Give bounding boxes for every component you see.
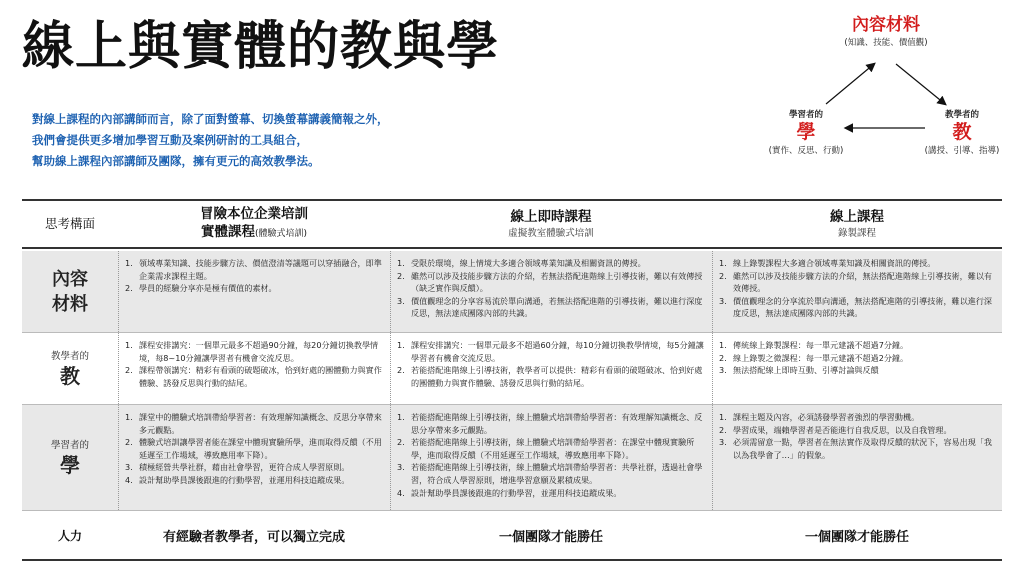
list-item <box>125 339 382 364</box>
page-title: 線上與實體的教與學 <box>22 17 500 77</box>
list-item <box>719 411 994 424</box>
row-manpower <box>22 511 1002 561</box>
bullet-list <box>713 251 1002 320</box>
bullet-list <box>119 251 390 295</box>
list-item-number: 1. <box>125 258 133 268</box>
row-label-learner: 學習者的 學 <box>22 405 118 510</box>
list-item <box>719 424 994 437</box>
list-item-text: 學員的經驗分享亦是極有價值的素材。 <box>139 283 277 294</box>
list-item-text: 價值觀理念的分享流於單向溝通，無法搭配進階的引導技術，難以進行深度反思，無法達成團隊內部的共識。 <box>733 295 993 319</box>
header-col-online <box>712 201 1002 247</box>
header-online-sub: 錄製課程 <box>837 227 876 239</box>
list-item-number: 4. <box>125 474 133 485</box>
triangle-left-big: 學 <box>796 121 816 143</box>
cell-teacher-physical <box>118 333 390 404</box>
list-item-number: 3. <box>125 462 133 473</box>
table-header <box>22 199 1002 249</box>
list-item-number: 2. <box>397 365 405 376</box>
list-item <box>125 436 382 461</box>
list-item-number: 3. <box>719 437 727 448</box>
list-item-text: 線上錄製課程大多適合領域專業知識及相關資訊的傳授。 <box>733 258 936 268</box>
list-item-number: 1. <box>397 340 405 350</box>
row-label-content: 內容 材料 <box>22 251 118 332</box>
bullet-list <box>119 405 390 487</box>
cell-content-physical <box>118 251 390 332</box>
list-item-number: 1. <box>125 412 133 422</box>
arrow-top-to-right <box>896 64 945 104</box>
cell-learner-online <box>712 405 1002 510</box>
list-item <box>719 436 994 461</box>
header-physical-sub: 實體課程(體驗式培訓) <box>200 224 308 240</box>
list-item <box>397 436 704 461</box>
list-item-text: 設計幫助學員課後跟進的行動學習，並運用科技追蹤成果。 <box>139 474 350 485</box>
row-learner <box>22 405 1002 511</box>
list-item-number: 1. <box>397 258 405 268</box>
list-item-number: 3. <box>719 295 727 306</box>
bullet-list <box>713 333 1002 377</box>
list-item-text: 雖然可以涉及技能步驟方法的介紹，無法搭配進階線上引導技術，難以有效傳授。 <box>733 270 993 294</box>
list-item-number: 2. <box>125 365 133 376</box>
cell-manpower-online: 一個團隊才能勝任 <box>804 529 909 545</box>
list-item <box>719 295 994 320</box>
list-item-number: 2. <box>719 352 727 363</box>
cell-content-live <box>390 251 712 332</box>
list-item <box>397 364 704 389</box>
bullet-list <box>391 333 712 389</box>
header-aspect: 思考構面 <box>44 216 95 231</box>
triangle-left-sub: (實作、反思、行動) <box>768 146 844 156</box>
row-teacher <box>22 333 1002 405</box>
list-item-number: 3. <box>397 295 405 306</box>
triangle-right-big: 教 <box>952 121 972 143</box>
list-item <box>125 461 382 474</box>
triangle-right-sub: (講授、引導、指導) <box>924 146 1000 156</box>
list-item-text: 若能搭配進階線上引導技術，教學者可以提供：精彩有看頭的破題破冰、恰到好處的團體動力與實作體驗、誘發反思與行動的結尾。 <box>411 365 703 388</box>
bullet-list <box>119 333 390 389</box>
list-item-number: 1. <box>719 412 727 422</box>
list-item-text: 若能搭配進階線上引導技術，線上體驗式培訓帶給學習者：共學社群，透過社會學習，符合成人學習原則，增進學習意願及累積成果。 <box>411 462 703 485</box>
list-item-text: 線上錄製之微課程：每一單元建議不超過2分鐘。 <box>733 352 909 363</box>
list-item <box>125 411 382 436</box>
list-item-text: 若能搭配進階線上引導技術，線上體驗式培訓帶給學習者：有效理解知識概念、反思分享帶來多元觀點。 <box>411 412 703 435</box>
cell-manpower-live: 一個團隊才能勝任 <box>498 529 603 545</box>
list-item-text: 傳統線上錄製課程：每一單元建議不超過7分鐘。 <box>733 340 909 350</box>
list-item <box>719 339 994 352</box>
header-live-title: 線上即時課程 <box>510 208 592 225</box>
list-item-number: 3. <box>719 365 727 376</box>
list-item-number: 4. <box>397 487 405 498</box>
triangle-right-node <box>912 108 1012 156</box>
list-item <box>125 474 382 487</box>
list-item-number: 2. <box>719 424 727 435</box>
list-item-text: 價值觀理念的分享容易流於單向溝通，若無法搭配進階的引導技術，難以進行深度反思，無法達成團隊內部的共識。 <box>411 295 703 319</box>
bullet-list <box>391 251 712 320</box>
cell-teacher-live <box>390 333 712 404</box>
list-item <box>397 487 704 500</box>
header-col-live-online <box>390 201 712 247</box>
row-label-teacher: 教學者的 教 <box>50 350 89 388</box>
list-item-text: 無法搭配線上即時互動、引導討論與反饋 <box>733 365 879 376</box>
list-item-text: 雖然可以涉及技能步驟方法的介紹，若無法搭配進階線上引導技術，難以有效傳授（缺乏實作與反饋）。 <box>411 270 703 294</box>
list-item <box>719 270 994 295</box>
list-item <box>125 364 382 389</box>
cell-content-online <box>712 251 1002 332</box>
list-item-number: 2. <box>719 270 727 281</box>
arrow-left-to-top <box>826 64 874 104</box>
list-item-text: 體驗式培訓讓學習者能在課堂中體現實驗所學，進而取得反饋（不用延遲至工作場域，導致應用率下降）。 <box>139 437 382 460</box>
cell-teacher-online <box>712 333 1002 404</box>
list-item <box>125 282 382 295</box>
triangle-right-small: 教學者的 <box>944 110 979 120</box>
list-item-text: 課程安排講究：一個單元最多不超過60分鐘，每10分鐘切換教學情境，每5分鐘讓學習者有機會交流反思。 <box>411 340 704 363</box>
intro-line: 對線上課程的內部講師而言，除了面對螢幕、切換螢幕講義簡報之外， <box>32 112 389 126</box>
list-item-text: 領域專業知識、技能步驟方法、價值澄清等議題可以穿插融合，即準企業需求課程主題。 <box>139 258 382 281</box>
triangle-left-small: 學習者的 <box>788 110 823 120</box>
list-item-number: 2. <box>125 437 133 448</box>
list-item-text: 必須需留意一點，學習者在無法實作及取得反饋的狀況下，容易出現「我以為我學會了…」的假象。 <box>733 437 993 460</box>
row-label-manpower: 人力 <box>57 528 82 543</box>
comparison-table <box>22 199 1002 567</box>
list-item-number: 2. <box>125 283 133 294</box>
list-item <box>397 339 704 364</box>
list-item-text: 積極經營共學社群，藉由社會學習，更符合成人學習原則。 <box>139 462 350 473</box>
list-item <box>397 411 704 436</box>
intro-line: 幫助線上課程內部講師及團隊，擁有更元的高效教學法。 <box>32 154 320 168</box>
cell-manpower-physical: 有經驗者教學者，可以獨立完成 <box>162 529 345 545</box>
bullet-list <box>713 405 1002 461</box>
list-item-text: 課程主題及內容，必須誘發學習者強烈的學習動機。 <box>733 412 920 422</box>
list-item-number: 1. <box>719 258 727 268</box>
header-live-sub: 虛擬教室體驗式培訓 <box>508 227 594 239</box>
list-item-text: 課程安排講究：一個單元最多不超過90分鐘，每20分鐘切換教學情境，每8~10分鐘讓學習者有機會交流反思。 <box>139 340 379 363</box>
list-item-number: 3. <box>397 462 405 473</box>
list-item-number: 1. <box>125 340 133 350</box>
triangle-top-sub: (知識、技能、價值觀) <box>844 38 928 48</box>
list-item-text: 學習成果，端賴學習者是否能進行自我反思，以及自我管理。 <box>733 424 952 435</box>
header-physical-title: 冒險本位企業培訓 <box>200 206 308 222</box>
intro-line: 我們會提供更多增加學習互動及案例研討的工具組合， <box>32 133 308 147</box>
list-item-number: 2. <box>397 270 405 281</box>
list-item <box>397 461 704 486</box>
cell-learner-live <box>390 405 712 510</box>
list-item-number: 1. <box>397 412 405 422</box>
list-item <box>719 352 994 365</box>
header-online-title: 線上課程 <box>830 208 884 225</box>
bullet-list <box>391 405 712 499</box>
row-content-material <box>22 251 1002 333</box>
triangle-left-node <box>756 108 856 156</box>
cell-learner-physical <box>118 405 390 510</box>
list-item <box>397 295 704 320</box>
list-item <box>125 257 382 282</box>
list-item <box>719 364 994 377</box>
list-item-number: 1. <box>719 340 727 350</box>
triangle-top-node <box>826 14 946 48</box>
list-item-text: 課程帶領講究：精彩有看頭的破題破冰，恰到好處的團體動力與實作體驗、誘發反思與行動的結尾。 <box>139 365 382 388</box>
list-item-text: 受限於環境，線上情境大多適合領域專業知識及相關資訊的傳授。 <box>411 258 646 268</box>
list-item-text: 設計幫助學員課後跟進的行動學習，並運用科技追蹤成果。 <box>411 487 622 498</box>
list-item-text: 課堂中的體驗式培訓帶給學習者：有效理解知識概念、反思分享帶來多元觀點。 <box>139 412 382 435</box>
header-col-physical <box>118 201 390 247</box>
list-item-number: 2. <box>397 437 405 448</box>
list-item <box>397 270 704 295</box>
list-item <box>719 257 994 270</box>
list-item-text: 若能搭配進階線上引導技術，線上體驗式培訓帶給學習者：在課堂中體現實驗所學，進而取得反饋（不用延遲至工作場域，導致應用率下降）。 <box>411 437 695 460</box>
triangle-top-title: 內容材料 <box>852 15 920 35</box>
list-item <box>397 257 704 270</box>
